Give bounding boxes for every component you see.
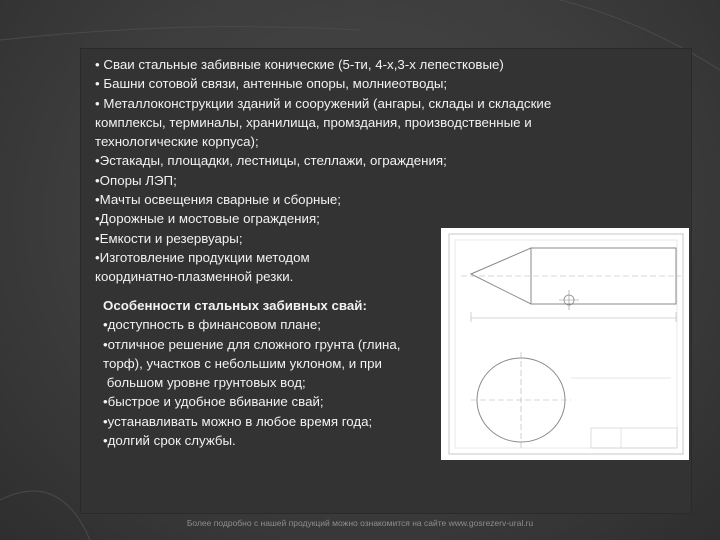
list-item: •быстрое и удобное вбивание свай; xyxy=(103,394,324,410)
features-list xyxy=(103,315,443,450)
pile-technical-drawing xyxy=(441,228,689,460)
list-item: •Эстакады, площадки, лестницы, стеллажи, ограждения; xyxy=(95,153,447,169)
pile-drawing-svg xyxy=(441,228,689,460)
list-item: •Опоры ЛЭП; xyxy=(95,172,177,188)
footer-note: Более подробно с нашей продукций можно ознакомится на сайте www.gosrezerv-ural.ru xyxy=(186,518,534,528)
list-item: • Сваи стальные забивные конические (5-ти, 4-х,3-х лепестковые) xyxy=(95,57,504,72)
list-item: •отличное решение для сложного грунта (глина, xyxy=(103,336,401,352)
features-title: Особенности стальных забивных свай: xyxy=(103,298,367,313)
list-item: большом уровне грунтовых вод; xyxy=(103,375,306,391)
list-item: • Металлоконструкции зданий и сооружений (ангары, склады и складские xyxy=(95,95,552,111)
features-section xyxy=(103,296,443,450)
list-item: •Изготовление продукции методом xyxy=(95,249,310,265)
list-item: •долгий срок службы. xyxy=(103,433,236,449)
list-item: комплексы, терминалы, хранилища, промздания, производственные и xyxy=(95,114,532,130)
list-item: •устанавливать можно в любое время года; xyxy=(103,413,373,429)
list-item: технологические корпуса); xyxy=(95,134,259,150)
list-item: координатно-плазменной резки. xyxy=(95,269,294,285)
list-item: •доступность в финансовом плане; xyxy=(103,317,321,333)
list-item: • Башни сотовой связи, антенные опоры, молниеотводы; xyxy=(95,76,448,92)
list-item: •Емкости и резервуары; xyxy=(95,230,243,246)
list-item: •Мачты освещения сварные и сборные; xyxy=(95,192,341,208)
list-item: •Дорожные и мостовые ограждения; xyxy=(95,211,320,227)
list-item: торф), участков с небольшим уклоном, и при xyxy=(103,355,382,371)
